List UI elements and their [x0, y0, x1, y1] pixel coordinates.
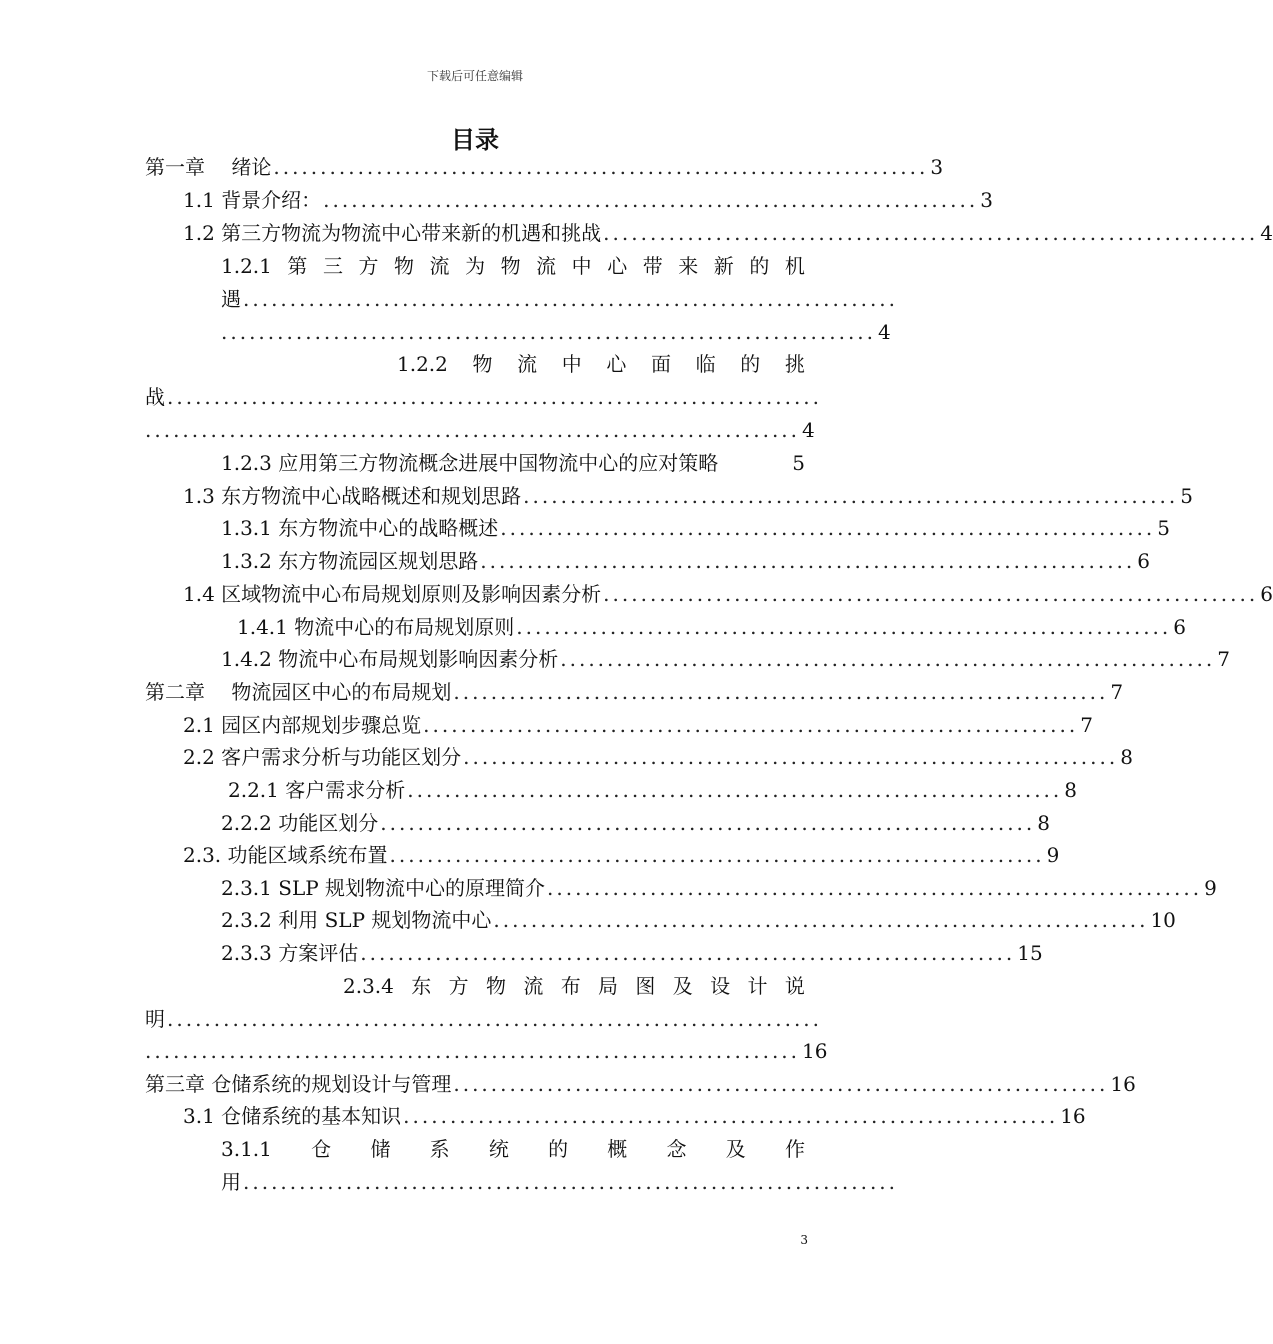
toc-entry-2-3-2[interactable]: 2.3.2 利用 SLP 规划物流中心 ...................................................................... 10 [221, 904, 805, 937]
toc-entry-1-2-2[interactable]: 1.2.2 物 流 中 心 面 临 的 挑 [397, 352, 805, 376]
dot-leader: ...................................................................... [167, 1007, 823, 1031]
toc-entry-1-2-3[interactable]: 1.2.3 应用第三方物流概念进展中国物流中心的应对策略 5 [221, 451, 805, 475]
dot-leader: ...................................................................... [403, 1104, 1059, 1128]
toc-entry-3-1[interactable]: 3.1 仓储系统的基本知识 ...................................................................... 16 [183, 1100, 805, 1133]
toc-title: 目录 [451, 126, 499, 154]
toc-entry-2-3-4-cont: 明 ...................................................................... [145, 1003, 805, 1036]
toc-entry-chapter-3[interactable]: 第三章 仓储系统的规划设计与管理 ...................................................................... 16 [145, 1068, 805, 1101]
toc-entry-1-4[interactable]: 1.4 区域物流中心布局规划原则及影响因素分析 ...................................................................... 6 [183, 578, 805, 611]
toc-entry-3-1-1[interactable]: 3.1.1 仓 储 系 统 的 概 念 及 作 [221, 1137, 805, 1161]
toc-entry-2-3[interactable]: 2.3. 功能区域系统布置 ...................................................................... 9 [183, 839, 805, 872]
toc-entry-1-2-1-cont: 遇 ...................................................................... [221, 283, 805, 316]
toc-entry-1-2[interactable]: 1.2 第三方物流为物流中心带来新的机遇和挑战 ...................................................................... 4 [183, 217, 805, 250]
toc-entry-1-4-2[interactable]: 1.4.2 物流中心布局规划影响因素分析 ...................................................................... 7 [221, 643, 805, 676]
toc-entry-1-3[interactable]: 1.3 东方物流中心战略概述和规划思路 ...................................................................... 5 [183, 480, 805, 513]
dot-leader: ...................................................................... [167, 385, 823, 409]
dot-leader: ...................................................................... [423, 713, 1079, 737]
page-number: 3 [800, 1233, 808, 1247]
toc-entry-1-1[interactable]: 1.1 背景介绍： ...................................................................... 3 [183, 184, 805, 217]
dot-leader: ...................................................................... [145, 418, 801, 442]
toc-entry-2-3-4-page: ...................................................................... 16 [145, 1035, 467, 1068]
dot-leader: ...................................................................... [493, 908, 1149, 932]
dot-leader: ...................................................................... [243, 1170, 899, 1194]
toc-entry-2-2-1[interactable]: 2.2.1 客户需求分析 ...................................................................... 8 [228, 774, 805, 807]
dot-leader: ...................................................................... [547, 876, 1203, 900]
dot-leader: ...................................................................... [145, 1039, 801, 1063]
toc-entry-2-3-3[interactable]: 2.3.3 方案评估 ...................................................................... 15 [221, 937, 805, 970]
toc-entry-1-4-1[interactable]: 1.4.1 物流中心的布局规划原则 ...................................................................... 6 [237, 611, 805, 644]
toc-entry-1-2-1[interactable]: 1.2.1 第 三 方 物 流 为 物 流 中 心 带 来 新 的 机 [221, 254, 805, 278]
dot-leader: ...................................................................... [480, 549, 1136, 573]
toc-entry-2-3-1[interactable]: 2.3.1 SLP 规划物流中心的原理简介 ...................................................................... 9 [221, 872, 805, 905]
toc-entry-1-2-2-page: ...................................................................... 4 [145, 414, 620, 447]
dot-leader: ...................................................................... [603, 221, 1259, 245]
dot-leader: ...................................................................... [453, 680, 1109, 704]
dot-leader: ...................................................................... [360, 941, 1016, 965]
toc-entry-2-2[interactable]: 2.2 客户需求分析与功能区划分 ...................................................................... 8 [183, 741, 805, 774]
toc-entry-2-2-2[interactable]: 2.2.2 功能区划分 ...................................................................... 8 [221, 807, 805, 840]
toc-entry-1-3-2[interactable]: 1.3.2 东方物流园区规划思路 ...................................................................... 6 [221, 545, 805, 578]
dot-leader: ...................................................................... [407, 778, 1063, 802]
page-header: 下载后可任意编辑 [426, 69, 523, 83]
dot-leader: ...................................................................... [323, 188, 979, 212]
toc-entry-1-2-2-cont: 战 ...................................................................... [145, 381, 805, 414]
toc-entry-2-1[interactable]: 2.1 园区内部规划步骤总览 ...................................................................... 7 [183, 709, 805, 742]
dot-leader: ...................................................................... [463, 745, 1119, 769]
dot-leader: ...................................................................... [603, 582, 1259, 606]
dot-leader: ...................................................................... [500, 516, 1156, 540]
toc-entry-2-3-4[interactable]: 2.3.4 东 方 物 流 布 局 图 及 设 计 说 [343, 974, 805, 998]
toc-entry-chapter-2[interactable]: 第二章 物流园区中心的布局规划 ...................................................................... 7 [145, 676, 805, 709]
toc-entry-1-2-1-page: ...................................................................... 4 [221, 316, 457, 349]
dot-leader: ...................................................................... [380, 811, 1036, 835]
dot-leader: ...................................................................... [273, 155, 929, 179]
dot-leader: ...................................................................... [453, 1072, 1109, 1096]
dot-leader: ...................................................................... [523, 484, 1179, 508]
dot-leader: ...................................................................... [221, 320, 877, 344]
dot-leader: ...................................................................... [516, 615, 1172, 639]
toc-entry-chapter-1[interactable]: 第一章 绪论 ...................................................................... 3 [145, 151, 805, 184]
dot-leader: ...................................................................... [243, 287, 899, 311]
dot-leader: ...................................................................... [560, 647, 1216, 671]
dot-leader: ...................................................................... [389, 843, 1045, 867]
toc-entry-3-1-1-cont: 用 ...................................................................... [221, 1166, 805, 1199]
toc-entry-1-3-1[interactable]: 1.3.1 东方物流中心的战略概述 ...................................................................... 5 [221, 512, 805, 545]
